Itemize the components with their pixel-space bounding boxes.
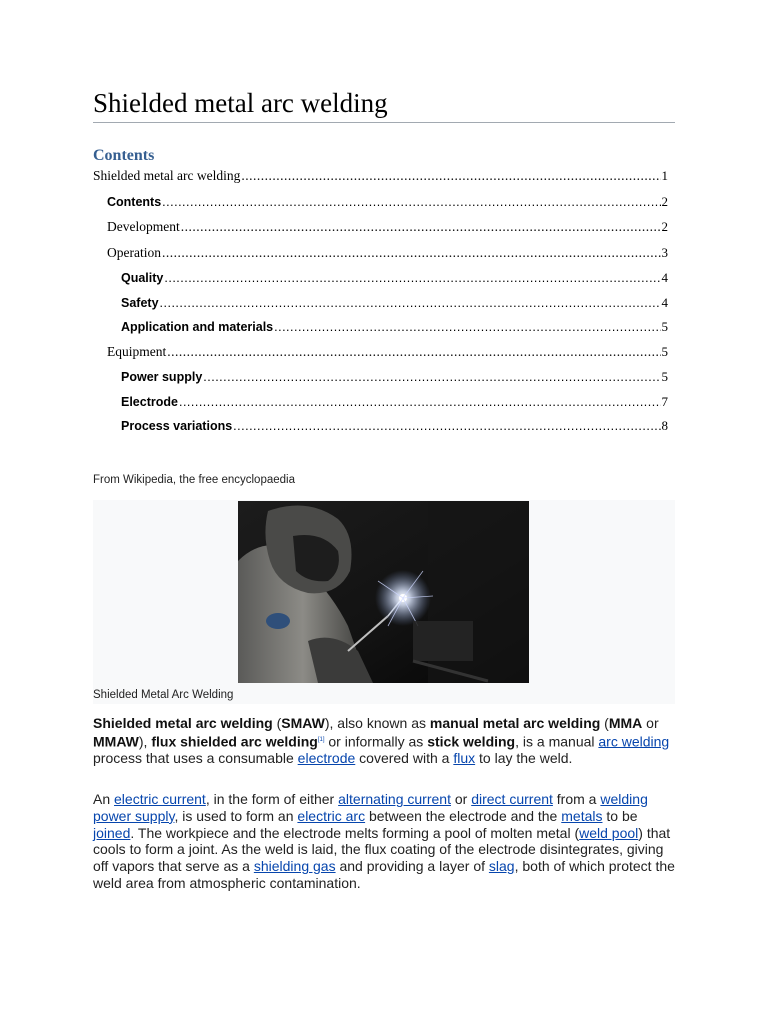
link-joined[interactable]: joined [93, 824, 131, 841]
toc-entry-label: Development [107, 219, 180, 234]
intro-text: MMAW [93, 733, 139, 750]
intro-text: stick welding [427, 733, 516, 750]
toc-entry-page: 3 [661, 245, 668, 260]
toc-entry-shielded-metal-arc-welding[interactable] [93, 168, 668, 186]
toc-entry-label: Operation [107, 245, 161, 260]
body-text: or [450, 791, 472, 807]
toc-leader-dots [181, 219, 661, 235]
intro-text: or [642, 715, 659, 731]
toc-heading: Contents [93, 147, 155, 164]
toc-entry-page: 4 [661, 270, 668, 285]
welder-photo[interactable] [238, 501, 529, 683]
body-text: , is used to form an [174, 807, 298, 824]
intro-paragraph [93, 715, 678, 767]
page-title: Shielded metal arc welding [93, 86, 675, 123]
figure [93, 500, 675, 704]
toc-leader-dots [241, 168, 660, 184]
link-metals[interactable]: metals [561, 807, 603, 824]
toc-leader-dots [274, 320, 660, 334]
intro-text: ( [272, 715, 282, 731]
link-slag[interactable]: slag [488, 858, 515, 875]
toc-entry-page: 2 [661, 194, 668, 209]
body-text: ) that cools to form a joint. As the weld is laid, the flux coating of the electrode disintegrates, giving off vapors that serve as a [93, 824, 671, 875]
intro-text: ( [600, 715, 609, 731]
link-welding-power-supply[interactable]: welding power supply [93, 791, 648, 824]
toc-entry-page: 7 [661, 394, 668, 409]
intro-text: , is a manual [515, 733, 599, 750]
body-text: An [93, 791, 115, 807]
body-text: from a [552, 791, 601, 807]
figure-caption: Shielded Metal Arc Welding [93, 689, 234, 701]
toc-leader-dots [162, 195, 660, 209]
link-arc-welding[interactable]: arc welding [598, 733, 670, 750]
citation-ref[interactable]: [1] [317, 736, 325, 743]
toc-entry-label: Application and materials [121, 320, 274, 334]
body-text: , both of which protect the weld area from atmospheric contamination. [93, 858, 675, 891]
body-text: and providing a layer of [335, 858, 489, 875]
toc-entry-process-variations[interactable] [93, 418, 668, 436]
toc-entry-label: Power supply [121, 370, 203, 384]
intro-text: covered with a [355, 750, 454, 767]
intro-text: ), also known as [324, 715, 430, 731]
intro-text: process that uses a consumable [93, 750, 298, 767]
toc-entry-safety[interactable] [93, 295, 668, 313]
welder-photo-graphic [238, 501, 529, 683]
intro-text: Shielded metal arc welding [93, 715, 273, 731]
toc-entry-label: Contents [107, 195, 162, 209]
toc-entry-label: Shielded metal arc welding [93, 168, 241, 183]
intro-text: MMA [608, 715, 643, 731]
body-text: , in the form of either [205, 791, 339, 807]
toc-entry-page: 5 [661, 319, 668, 334]
intro-text: ), [138, 733, 152, 750]
toc-leader-dots [203, 370, 660, 384]
toc-entry-page: 8 [661, 418, 668, 433]
intro-text: SMAW [281, 715, 325, 731]
toc-entry-label: Electrode [121, 395, 178, 409]
link-direct-current[interactable]: direct current [471, 791, 553, 807]
toc-leader-dots [179, 395, 661, 409]
toc-leader-dots [233, 419, 660, 433]
link-electric-current[interactable]: electric current [114, 791, 206, 807]
toc-entry-power-supply[interactable] [93, 369, 668, 387]
toc-entry-contents[interactable] [93, 194, 668, 212]
link-alternating-current[interactable]: alternating current [338, 791, 451, 807]
toc-entry-label: Process variations [121, 419, 233, 433]
link-electric-arc[interactable]: electric arc [297, 807, 366, 824]
body-text: to be [602, 807, 638, 824]
body-text: . The workpiece and the electrode melts forming a pool of molten metal ( [130, 824, 580, 841]
toc-entry-operation[interactable] [93, 245, 668, 263]
toc-entry-label: Equipment [107, 344, 167, 359]
toc-leader-dots [164, 271, 660, 285]
intro-text: or informally as [324, 733, 428, 750]
intro-text: flux shielded arc welding [151, 733, 318, 750]
toc-entry-page: 5 [661, 344, 668, 359]
source-note: From Wikipedia, the free encyclopaedia [93, 474, 295, 486]
toc-entry-application-and-materials[interactable] [93, 319, 668, 337]
toc-entry-development[interactable] [93, 219, 668, 237]
toc-entry-page: 1 [661, 168, 668, 183]
toc-leader-dots [160, 296, 661, 310]
toc-entry-label: Safety [121, 296, 159, 310]
link-electrode[interactable]: electrode [297, 750, 356, 767]
toc-entry-page: 2 [661, 219, 668, 234]
toc-leader-dots [162, 245, 661, 261]
toc-leader-dots [167, 344, 660, 360]
toc-entry-quality[interactable] [93, 270, 668, 288]
link-shielding-gas[interactable]: shielding gas [253, 858, 336, 875]
body-paragraph [93, 791, 678, 892]
link-weld-pool[interactable]: weld pool [579, 824, 639, 841]
toc-entry-electrode[interactable] [93, 394, 668, 412]
intro-text: manual metal arc welding [429, 715, 601, 731]
toc-entry-label: Quality [121, 271, 164, 285]
link-flux[interactable]: flux [453, 750, 476, 767]
body-text: between the electrode and the [365, 807, 562, 824]
intro-text: to lay the weld. [475, 750, 573, 767]
toc-entry-page: 4 [661, 295, 668, 310]
toc-entry-equipment[interactable] [93, 344, 668, 362]
toc-entry-page: 5 [661, 369, 668, 384]
